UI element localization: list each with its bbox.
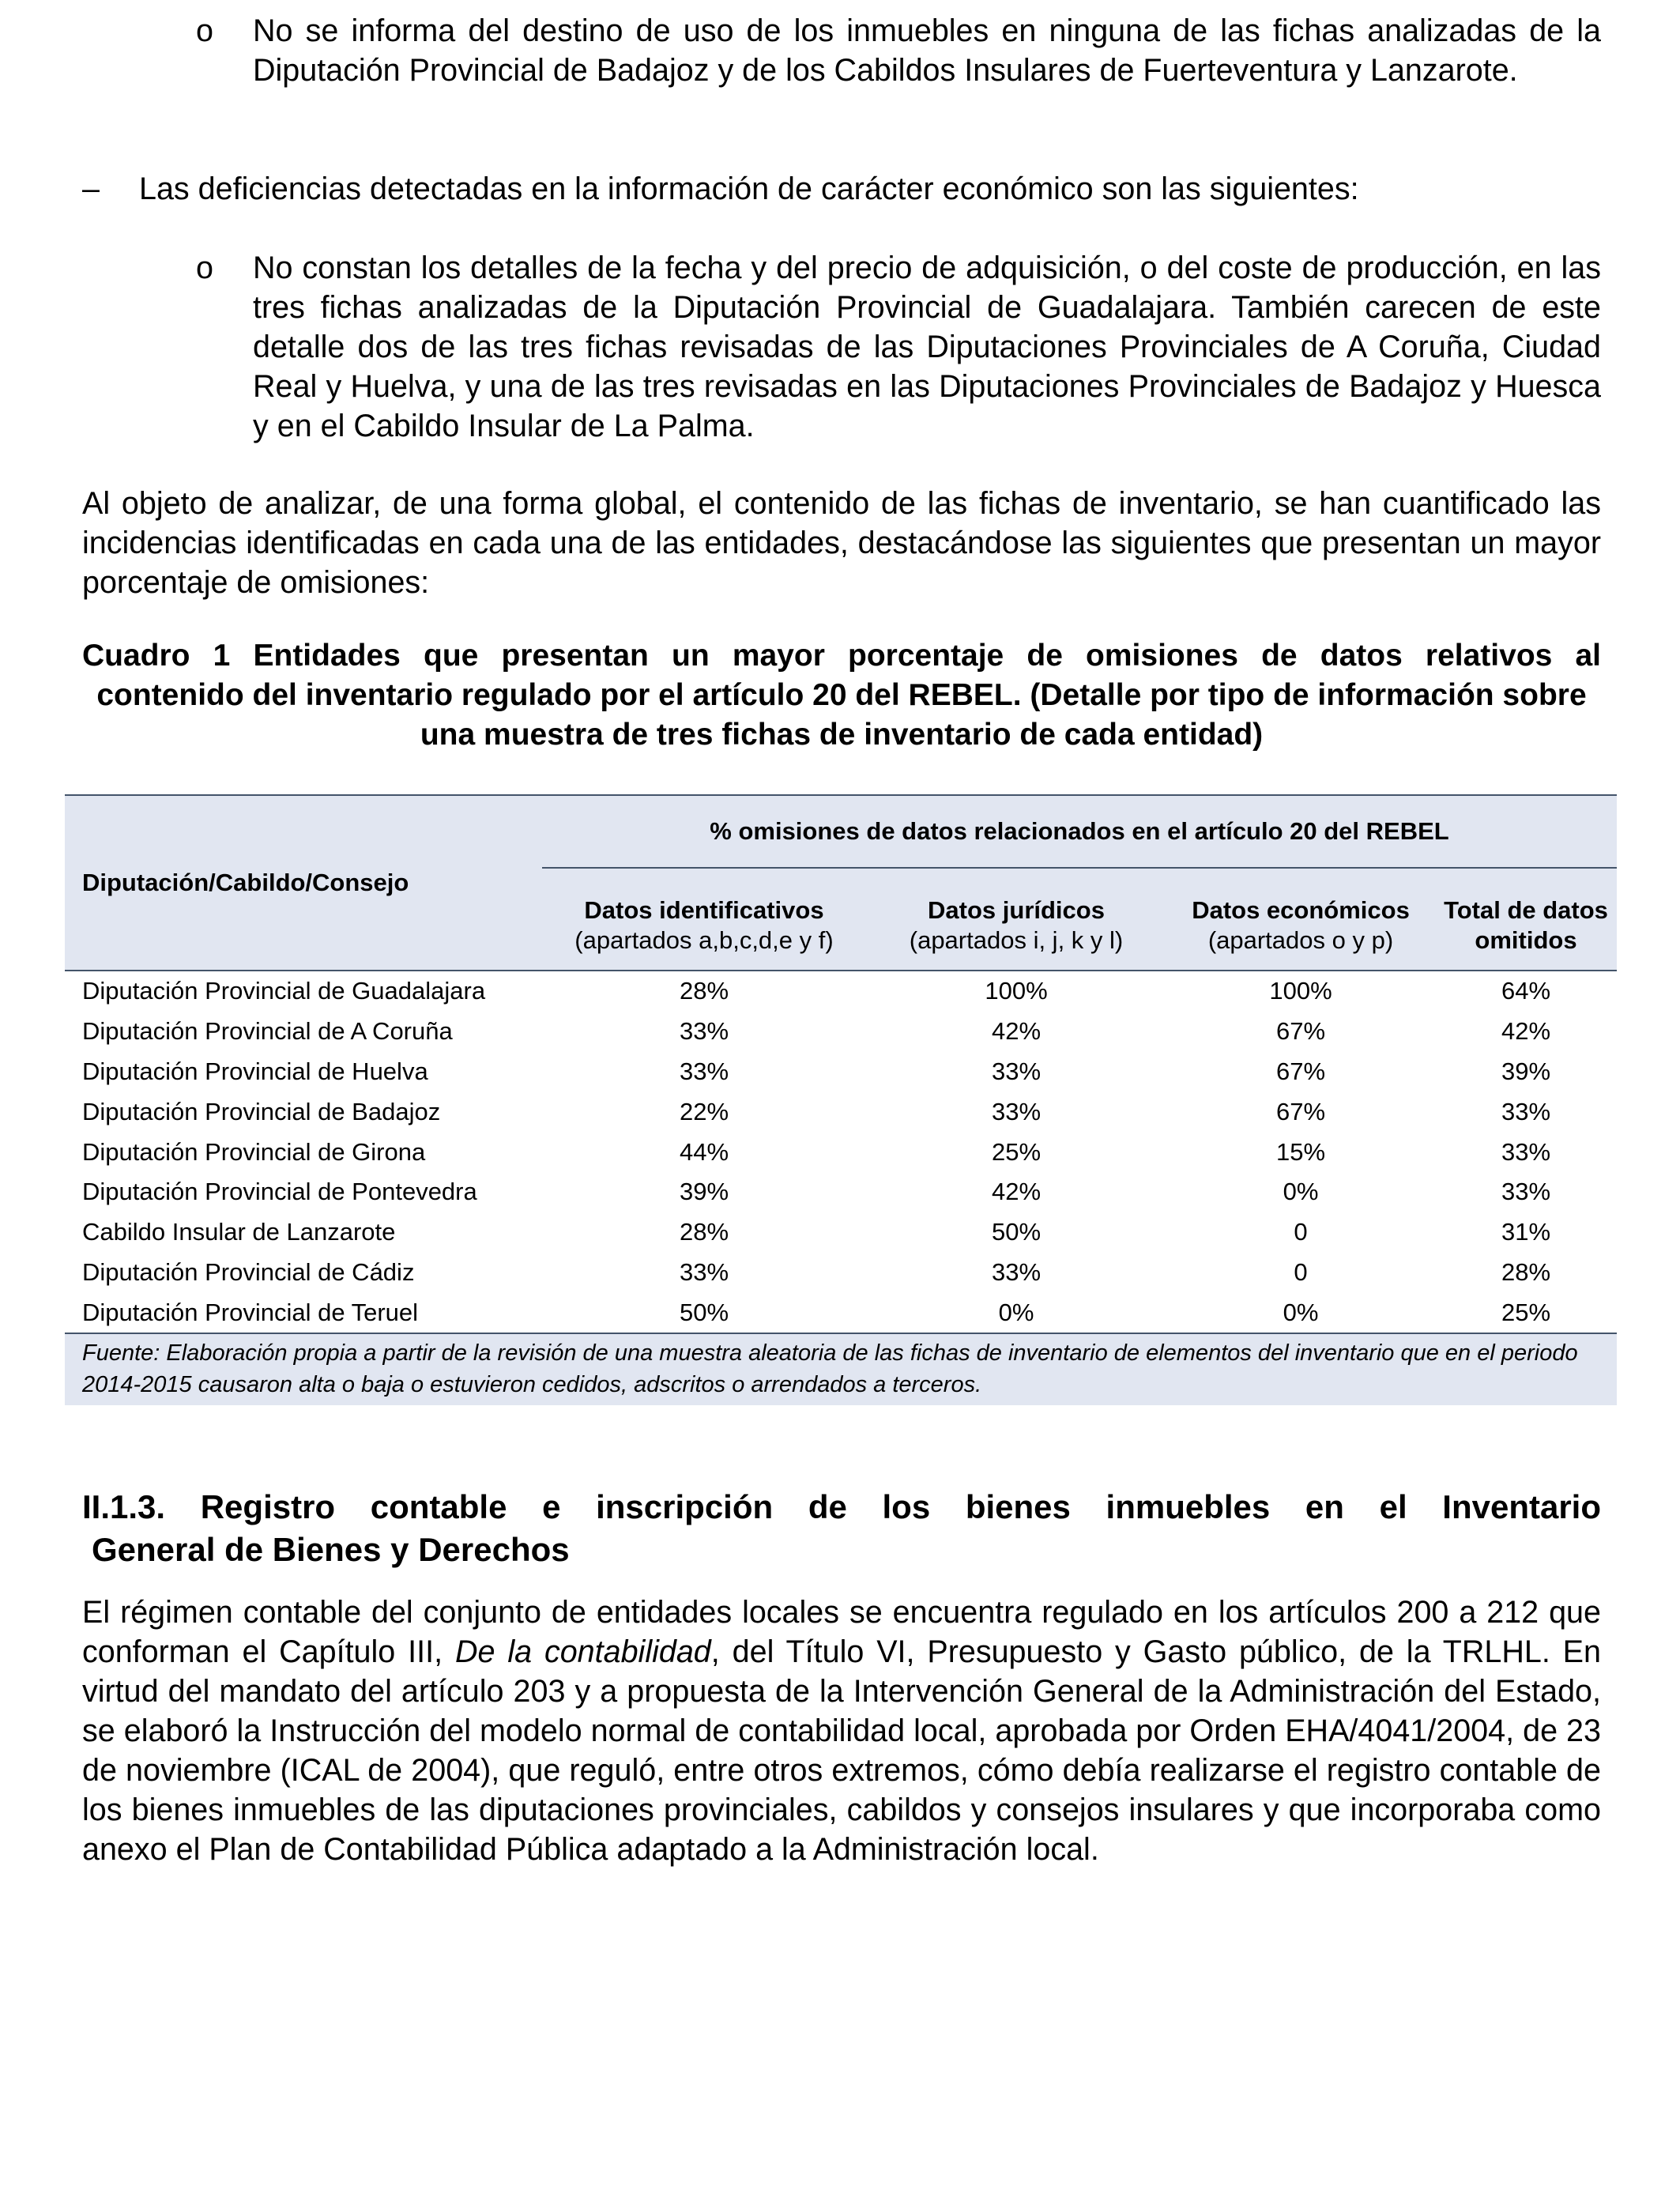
cell-jur: 0%	[866, 1292, 1166, 1333]
cell-eco: 0%	[1283, 1178, 1319, 1206]
cell-total: 28%	[1501, 1257, 1551, 1286]
sub-bullet-text-coste: No constan los detalles de la fecha y del precio de adquisición, o del coste de producción, en las tres fichas analizadas de la Diputación Provincial de Guadalajara. También carecen de este detalle dos de las tres fichas revisadas de las Diputaciones Provinciales de A Coruña, Ciudad Real y Huelva, y una de las tres revisadas en las Diputaciones Provinciales de Badajoz y Huesca y en el Cabildo Insular de La Palma.	[253, 251, 1601, 443]
table-row	[65, 1172, 1617, 1212]
cell-jur: 100%	[985, 977, 1048, 1005]
cell-total: 39%	[1501, 1057, 1551, 1085]
cell-eco: 67%	[1275, 1017, 1326, 1046]
cell-ident: 50%	[542, 1292, 866, 1333]
inventory-omissions-table	[65, 794, 1617, 1405]
sub-bullet-marker: o	[196, 251, 213, 285]
header-entity: Diputación/Cabildo/Consejo	[65, 795, 542, 971]
dash-bullet-text: Las deficiencias detectadas en la información de carácter económico son las siguientes:	[139, 172, 1359, 206]
cell-entity: Diputación Provincial de Girona	[82, 1137, 426, 1166]
cell-total: 33%	[1501, 1178, 1551, 1206]
header-subtitle: omitidos	[1475, 926, 1577, 954]
cell-jur: 25%	[991, 1137, 1042, 1166]
section-heading-line1: II.1.3. Registro contable e inscripción de los bienes inmuebles en el Inventario	[82, 1488, 1601, 1525]
cell-jur: 50%	[991, 1218, 1042, 1246]
cell-entity: Diputación Provincial de Pontevedra	[82, 1178, 477, 1206]
table-row	[65, 1012, 1617, 1052]
cell-total: 42%	[1501, 1017, 1551, 1046]
header-datos-economicos	[1166, 868, 1435, 971]
cell-total: 31%	[1501, 1218, 1551, 1246]
cell-ident: 33%	[679, 1057, 729, 1085]
cell-eco: 0	[1294, 1257, 1308, 1286]
regimen-contable-paragraph	[82, 1593, 1601, 1869]
table-caption	[82, 636, 1601, 755]
table-row	[65, 1292, 1617, 1333]
cell-ident: 33%	[679, 1257, 729, 1286]
cell-ident: 28%	[679, 977, 729, 1005]
cell-jur: 42%	[991, 1178, 1042, 1206]
cell-ident: 28%	[679, 1218, 729, 1246]
cell-eco: 0%	[1166, 1292, 1435, 1333]
cell-eco: 15%	[1275, 1137, 1326, 1166]
cell-ident: 22%	[679, 1097, 729, 1125]
cell-jur: 42%	[991, 1017, 1042, 1046]
cell-eco: 100%	[1269, 977, 1332, 1005]
header-subtitle: (apartados o y p)	[1207, 926, 1394, 954]
table-caption-rest: contenido del inventario regulado por el artículo 20 del REBEL. (Detalle por tipo de información sobre una muestra de tres fichas de inventario de cada entidad)	[96, 678, 1587, 752]
cell-ident: 39%	[679, 1178, 729, 1206]
section-heading	[82, 1486, 1601, 1571]
table-source-row	[65, 1333, 1617, 1405]
table-caption-line1: Cuadro 1 Entidades que presentan un mayor porcentaje de omisiones de datos relativos al	[82, 639, 1601, 673]
cell-eco: 67%	[1275, 1057, 1326, 1085]
cell-total: 25%	[1435, 1292, 1617, 1333]
paragraph-italic-title: De la contabilidad	[454, 1634, 711, 1669]
cell-total: 64%	[1501, 977, 1551, 1005]
cell-ident: 44%	[679, 1137, 729, 1166]
cell-entity: Cabildo Insular de Lanzarote	[82, 1218, 396, 1246]
header-title: Datos jurídicos	[928, 896, 1105, 924]
table-row	[65, 1253, 1617, 1293]
cell-ident: 33%	[679, 1017, 729, 1046]
cell-entity: Diputación Provincial de Cádiz	[82, 1257, 415, 1286]
table-row	[65, 1212, 1617, 1253]
cell-jur: 33%	[991, 1057, 1042, 1085]
section-heading-line2: General de Bienes y Derechos	[92, 1531, 570, 1568]
table-row	[65, 971, 1617, 1012]
sub-bullet-text-destino: No se informa del destino de uso de los inmuebles en ninguna de las fichas analizadas de la Diputación Provincial de Badajoz y de los Cabildos Insulares de Fuerteventura y Lanzarote.	[253, 13, 1601, 88]
cell-entity: Diputación Provincial de A Coruña	[82, 1017, 453, 1046]
cell-entity: Diputación Provincial de Guadalajara	[82, 977, 486, 1005]
cell-jur: 33%	[991, 1257, 1042, 1286]
cell-total: 33%	[1501, 1097, 1551, 1125]
table-row	[65, 1091, 1617, 1132]
header-subtitle: (apartados i, j, k y l)	[909, 926, 1124, 954]
cell-jur: 33%	[991, 1097, 1042, 1125]
cell-eco: 67%	[1275, 1097, 1326, 1125]
header-datos-juridicos	[866, 868, 1166, 971]
paragraph-text-end: , del Título VI, Presupuesto y Gasto público, de la TRLHL. En virtud del mandato del artículo 203 y a propuesta de la Intervención General de la Administración del Estado, se elaboró la Instrucción del modelo normal de contabilidad local, aprobada por Orden EHA/4041/2004, de 23 de noviembre (ICAL de 2004), que reguló, entre otros extremos, cómo debía realizarse el registro contable de los bienes inmuebles de las diputaciones provinciales, cabildos y consejos insulares y que incorporaba como anexo el Plan de Contabilidad Pública adaptado a la Administración local.	[82, 1634, 1601, 1867]
header-title: Datos identificativos	[584, 896, 824, 924]
inventory-table-wrapper	[65, 794, 1617, 1405]
header-omissions-group: % omisiones de datos relacionados en el artículo 20 del REBEL	[542, 795, 1617, 868]
header-title: Total de datos	[1444, 896, 1608, 924]
cell-entity: Diputación Provincial de Teruel	[65, 1292, 542, 1333]
header-datos-identificativos	[542, 868, 866, 971]
sub-bullet-marker: o	[196, 13, 213, 48]
cell-eco: 0	[1294, 1218, 1308, 1246]
table-row	[65, 1132, 1617, 1172]
cell-total: 33%	[1501, 1137, 1551, 1166]
table-source-note: Fuente: Elaboración propia a partir de la revisión de una muestra aleatoria de las fichas de inventario de elementos del inventario que en el periodo 2014-2015 causaron alta o baja o estuvieron cedidos, adscritos o arrendados a terceros.	[65, 1333, 1617, 1405]
header-total-omitidos	[1435, 868, 1617, 971]
table-row	[65, 1052, 1617, 1092]
dash-bullet-marker: –	[82, 172, 100, 206]
intro-paragraph: Al objeto de analizar, de una forma global, el contenido de las fichas de inventario, se han cuantificado las incidencias identificadas en cada una de las entidades, destacándose las siguientes que presentan un mayor porcentaje de omisiones:	[82, 486, 1601, 600]
header-title: Datos económicos	[1192, 896, 1410, 924]
cell-entity: Diputación Provincial de Huelva	[82, 1057, 428, 1085]
header-subtitle: (apartados a,b,c,d,e y f)	[574, 926, 834, 954]
paragraph-text-start: El régimen contable del conjunto de entidades locales se encuentra regulado en los artículos 200 a 212 que conforman el Capítulo III,	[82, 1595, 1601, 1669]
cell-entity: Diputación Provincial de Badajoz	[82, 1097, 441, 1125]
